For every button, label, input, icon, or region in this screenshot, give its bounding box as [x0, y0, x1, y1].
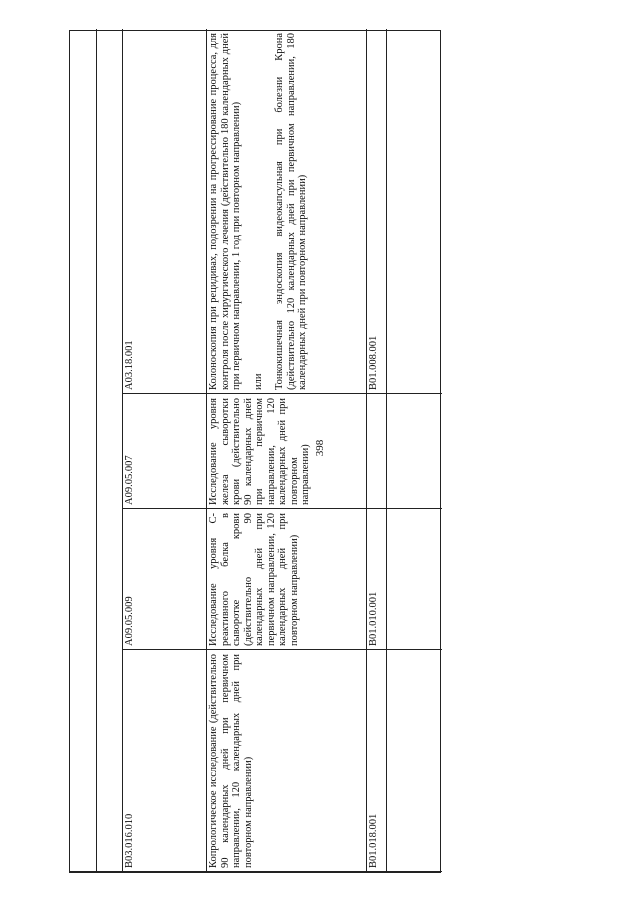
table-row-2-code: A09.05.009: [124, 596, 135, 646]
table-row-1-code2: B01.018.001: [368, 813, 379, 868]
table-row-1-code: B03.016.010: [124, 813, 135, 868]
col-divider-1: [96, 29, 97, 872]
table-row-4-code2: B01.008.001: [368, 335, 379, 390]
table-row-3-service: Исследование уровня железа сыворотки крови (действительно 90 календарных дней при первичном направлении, 120 календарных дней при повторном направлении): [208, 398, 311, 505]
table-row-4-code: A03.18.001: [124, 340, 135, 390]
doctor-column: [365, 46, 437, 873]
table-row-4-code-block: [122, 29, 206, 394]
page-number: 398: [314, 439, 326, 457]
table-row-4-service-b: Тонкокишечная эндоскопия видеокапсульная при болезни Крона (действительно 120 календарных дней при первичном направлении, 180 календарных дней при повторном направлении): [274, 33, 308, 390]
table-row-4-service-block: [206, 29, 366, 394]
table-row-1-service: Копрологическое исследование (действительно 90 календарных дней при первичном направлении, 120 календарных дней при повторном направлении): [208, 654, 254, 868]
table-row-3-code: A09.05.007: [124, 455, 135, 505]
table-row-4-or: или: [252, 373, 264, 390]
code3-text: B01.010.001: [368, 591, 379, 646]
table-row-4-service: Колоноскопия при рецидивах, подозрении на прогрессирование процесса, для контроля после хирургического лечения (действительно 180 календарных дней при первичном направлении, 1 год при повторном направлении): [208, 33, 242, 390]
table-row-2-service: Исследование уровня C-реактивного белка в сыворотке крови (действительно 90 календарных дней при первичном направлении, 120 календарных дней при повторном направлении): [208, 513, 300, 646]
